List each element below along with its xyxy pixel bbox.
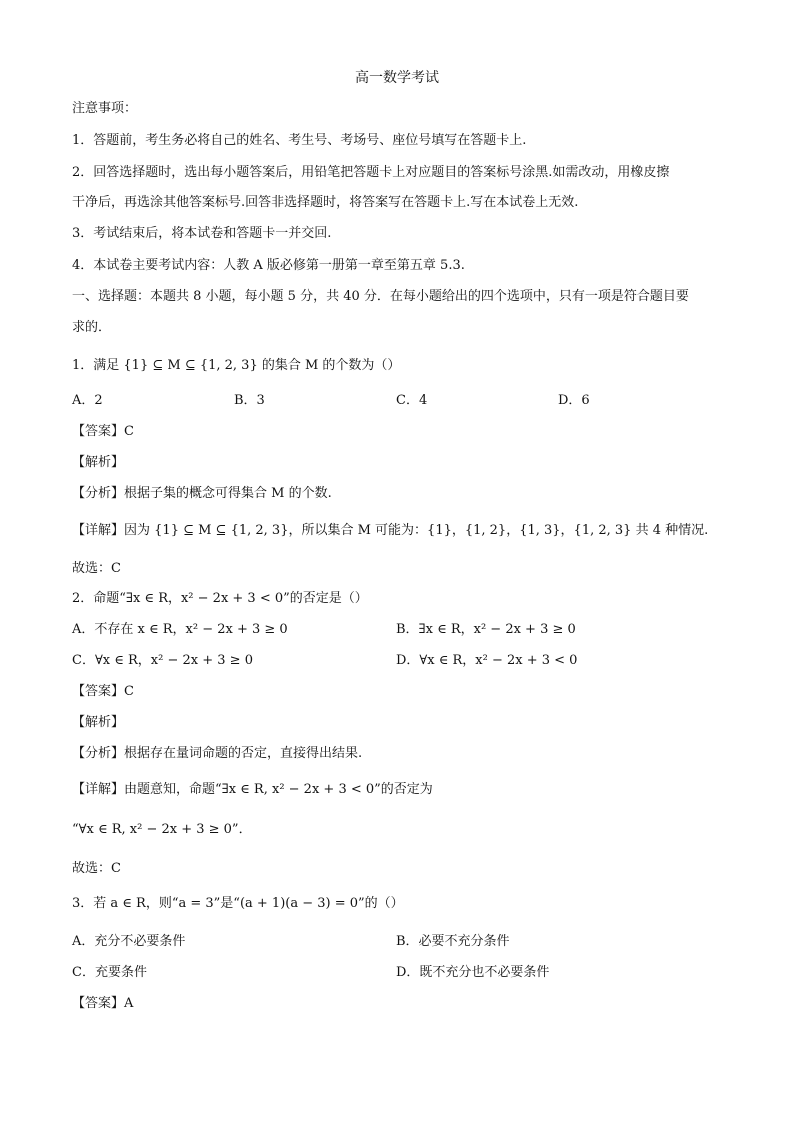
q1-answer <box>72 423 134 441</box>
q1-stem: 1．满足 {1} ⊆ M ⊆ {1, 2, 3} 的集合 M 的个数为（） <box>72 358 401 373</box>
q2-analysis-tag: 【解析】 <box>72 715 125 730</box>
q2-choose: 故选：C <box>72 861 121 876</box>
fenxi-text: 根据子集的概念可得集合 M 的个数. <box>124 486 332 501</box>
notice-item-2-cont: 干净后，再选涂其他答案标号.回答非选择题时，将答案写在答题卡上.写在本试卷上无效. <box>72 195 579 210</box>
q2-option-c: C．∀x ∈ R，x² − 2x + 3 ≥ 0 <box>72 653 253 668</box>
page-title: 高一数学考试 <box>355 70 439 86</box>
q3-option-c: C．充要条件 <box>72 965 147 980</box>
q1-choose: 故选：C <box>72 561 121 576</box>
notice-item-1: 1．答题前，考生务必将自己的姓名、考生号、考场号、座位号填写在答题卡上. <box>72 133 527 148</box>
q2-option-a: A．不存在 x ∈ R，x² − 2x + 3 ≥ 0 <box>72 622 288 637</box>
q2-answer <box>72 683 134 701</box>
fenxi-tag: 【分析】 <box>72 746 125 761</box>
q3-option-d: D．既不充分也不必要条件 <box>396 965 550 980</box>
q2-option-d: D．∀x ∈ R，x² − 2x + 3 < 0 <box>396 653 578 668</box>
q1-option-d: D．6 <box>558 393 590 408</box>
xiangjie-tag: 【详解】 <box>72 523 125 538</box>
q3-answer <box>72 995 133 1013</box>
q1-fenxi <box>72 485 332 503</box>
section-heading: 一、选择题：本题共 8 小题，每小题 5 分，共 40 分．在每小题给出的四个选项中，只有一项是符合题目要 <box>72 289 689 304</box>
q2-xiangjie <box>72 781 433 799</box>
xiangjie-text: 由题意知，命题“∃x ∈ R, x² − 2x + 3 < 0”的否定为 <box>124 782 433 797</box>
q2-xiangjie-cont: “∀x ∈ R, x² − 2x + 3 ≥ 0”． <box>72 822 252 837</box>
fenxi-text: 根据存在量词命题的否定，直接得出结果. <box>124 746 363 761</box>
q3-option-b: B．必要不充分条件 <box>396 934 510 949</box>
xiangjie-tag: 【详解】 <box>72 782 125 797</box>
q3-option-a: A．充分不必要条件 <box>72 934 186 949</box>
notice-heading: 注意事项： <box>72 101 138 116</box>
q2-option-b: B．∃x ∈ R，x² − 2x + 3 ≥ 0 <box>396 622 576 637</box>
answer-tag: 【答案】 <box>72 996 125 1011</box>
answer-tag: 【答案】 <box>72 684 125 699</box>
notice-item-2: 2．回答选择题时，选出每小题答案后，用铅笔把答题卡上对应题目的答案标号涂黑.如需改动，用橡皮擦 <box>72 165 670 180</box>
q1-option-c: C．4 <box>396 393 428 408</box>
answer-tag: 【答案】 <box>72 424 125 439</box>
answer-value: A <box>124 996 134 1011</box>
q1-analysis-tag: 【解析】 <box>72 455 125 470</box>
notice-item-4: 4．本试卷主要考试内容：人教 A 版必修第一册第一章至第五章 5.3. <box>72 258 465 273</box>
notice-item-3: 3．考试结束后，将本试卷和答题卡一并交回. <box>72 226 332 241</box>
q3-stem: 3．若 a ∈ R，则“a = 3”是“(a + 1)(a − 3) = 0”的（） <box>72 896 404 911</box>
q1-xiangjie <box>72 522 708 540</box>
fenxi-tag: 【分析】 <box>72 486 125 501</box>
q1-option-b: B．3 <box>234 393 265 408</box>
xiangjie-text: 因为 {1} ⊆ M ⊆ {1, 2, 3}，所以集合 M 可能为：{1}，{1, 2}，{1, 3}，{1, 2, 3} 共 4 种情况. <box>124 523 709 538</box>
answer-value: C <box>124 684 134 699</box>
q1-option-a: A．2 <box>72 393 103 408</box>
answer-value: C <box>124 424 134 439</box>
q2-stem: 2．命题“∃x ∈ R，x² − 2x + 3 < 0”的否定是（） <box>72 591 368 606</box>
section-heading-cont: 求的． <box>72 320 112 335</box>
q2-fenxi <box>72 745 362 763</box>
